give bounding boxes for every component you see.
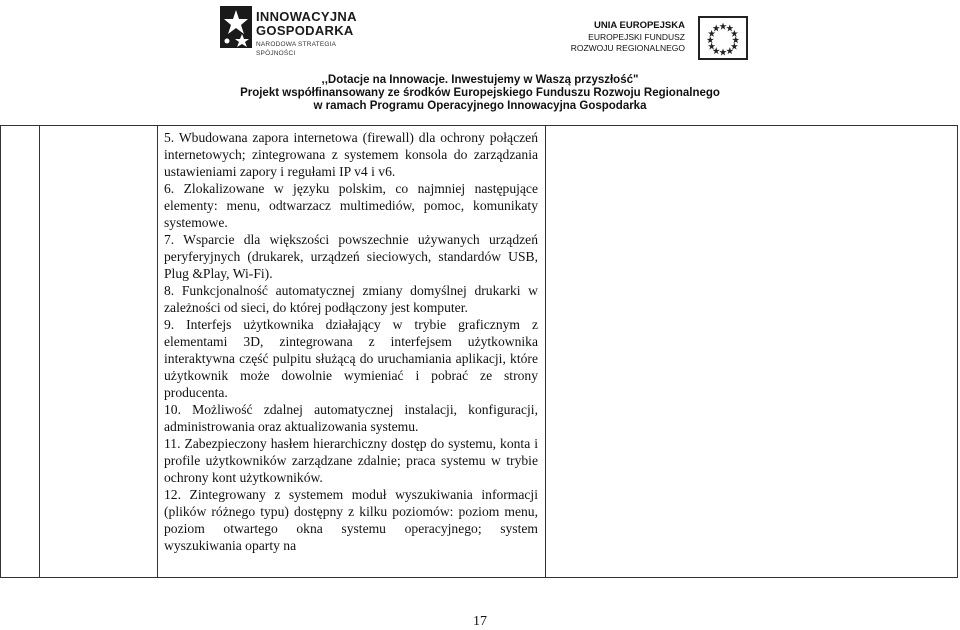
spec-item-5: 5. Wbudowana zapora internetowa (firewall) dla ochrony połączeń internetowych; zintegrowana z systemem konsola do zarządzania ustawieniami zapory i regułami IP v4 i v6. (164, 130, 538, 179)
spec-item-10: 10. Możliwość zdalnej automatycznej instalacji, konfiguracji, administrowania oraz aktualizowania systemu. (164, 402, 538, 434)
spec-item-12: 12. Zintegrowany z systemem moduł wyszukiwania informacji (plików różnego typu) dostępny z kilku poziomów: poziom menu, poziom otwartego okna systemu operacyjnego; system wyszukiwania oparty na (164, 487, 538, 553)
table-column-divider (157, 125, 158, 578)
eu-flag-icon (698, 16, 748, 60)
eu-logo-line3: ROZWOJU REGIONALNEGO (570, 43, 685, 53)
ig-logo-line2: GOSPODARKA (256, 23, 354, 38)
table-top-border (0, 125, 958, 126)
innowacyjna-gospodarka-star-icon (218, 4, 254, 50)
ig-logo-line1: INNOWACYJNA (256, 9, 357, 24)
ig-logo-line3: NARODOWA STRATEGIA SPÓJNOŚCI (256, 41, 336, 57)
page-number: 17 (473, 614, 487, 629)
specification-text-cell (164, 129, 538, 554)
document-header (0, 0, 960, 118)
innowacyjna-gospodarka-logo (218, 4, 368, 57)
eu-logo-line2: EUROPEJSKI FUNDUSZ (588, 32, 685, 42)
spec-item-9: 9. Interfejs użytkownika działający w trybie graficznym z elementami 3D, zintegrowana z interfejsem użytkownika interaktywna część pulpitu służącą do uruchamiania aplikacji, które użytkownik może dowolnie wymieniać i pobrać ze strony producenta. (164, 317, 538, 400)
spec-item-11: 11. Zabezpieczony hasłem hierarchiczny dostęp do systemu, konta i profile użytkowników zarządzane zdalnie; praca systemu w trybie ochrony kont użytkowników. (164, 436, 538, 485)
slogan-line1: ,,Dotacje na Innowacje. Inwestujemy w Waszą przyszłość" (321, 74, 639, 86)
spec-item-7: 7. Wsparcie dla większości powszechnie używanych urządzeń peryferyjnych (drukarek, urządzeń sieciowych, standardów USB, Plug &Play, Wi-Fi). (164, 232, 538, 281)
eu-logo (570, 16, 755, 60)
table-column-divider (39, 125, 40, 578)
spec-item-6: 6. Zlokalizowane w języku polskim, co najmniej następujące elementy: menu, odtwarzacz multimediów, pomoc, komunikaty systemowe. (164, 181, 538, 230)
table-border-right (957, 125, 958, 578)
table-border-left (0, 125, 1, 578)
table-bottom-border (0, 577, 958, 578)
eu-logo-line1: UNIA EUROPEJSKA (594, 20, 685, 31)
table-column-divider (545, 125, 546, 578)
slogan-line3: w ramach Programu Operacyjnego Innowacyjna Gospodarka (313, 100, 647, 112)
slogan-line2: Projekt współfinansowany ze środków Europejskiego Funduszu Rozwoju Regionalnego (240, 87, 720, 99)
spec-item-8: 8. Funkcjonalność automatycznej zmiany domyślnej drukarki w zależności od sieci, do której podłączony jest komputer. (164, 283, 538, 315)
